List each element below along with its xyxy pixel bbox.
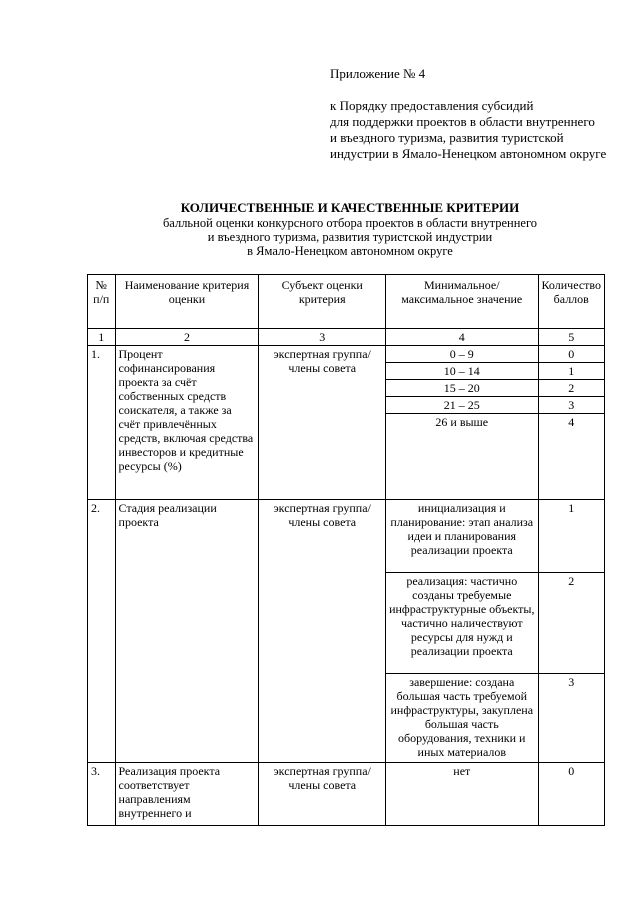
- index-cell: 1: [88, 329, 116, 346]
- table-row: [88, 346, 605, 500]
- score-item: 0: [539, 346, 605, 363]
- header-subject: Субъект оценки критерия: [259, 275, 386, 329]
- score-item: 2: [539, 380, 605, 397]
- table-index-row: [88, 329, 605, 346]
- header-criterion: Наименование критерия оценки: [115, 275, 259, 329]
- value-item: инициализация и планирование: этап анализа идеи и планирования реализации проекта: [386, 500, 537, 573]
- index-cell: 3: [259, 329, 386, 346]
- score-stack: [538, 346, 605, 500]
- header-number: № п/п: [88, 275, 116, 329]
- row-number: 3.: [88, 763, 116, 826]
- criterion-subject: экспертная группа/ члены совета: [259, 763, 386, 826]
- value-item: 21 – 25: [386, 397, 537, 414]
- criterion-name: Стадия реализации проекта: [115, 500, 259, 763]
- appendix-number: Приложение № 4: [330, 66, 426, 81]
- score-item: 4: [568, 415, 575, 429]
- table-row: [88, 763, 605, 826]
- table-header-row: [88, 275, 605, 329]
- header-min-max: Минимальное/ максимальное значение: [386, 275, 538, 329]
- value-item: завершение: создана большая часть требуемой инфраструктуры, закуплена большая часть оборудования, техники и иных материалов: [390, 675, 534, 759]
- value-item: 0 – 9: [386, 346, 537, 363]
- appendix-line: и въездного туризма, развития туристской: [330, 130, 564, 145]
- value-stack: [386, 500, 538, 763]
- score-item: 2: [539, 573, 605, 674]
- value-item: нет: [386, 763, 538, 826]
- criterion-name: Процент софинансирования проекта за счёт собственных средств соискателя, а также за счёт привлечённых средств, включая средства инвесторов и кредитные ресурсы (%): [115, 346, 259, 500]
- index-cell: 4: [386, 329, 538, 346]
- heading-line: в Ямало-Ненецком автономном округе: [247, 244, 453, 258]
- heading-line: балльной оценки конкурсного отбора проектов в области внутреннего: [162, 216, 538, 230]
- score-item: 1: [539, 500, 605, 573]
- header-score: Количество баллов: [538, 275, 605, 329]
- value-item: реализация: частично созданы требуемые инфраструктурные объекты, частично наличествуют ресурсы для нужд и реализации проекта: [386, 573, 537, 674]
- heading-line: и въездного туризма, развития туристской индустрии: [207, 230, 493, 244]
- criteria-table: [87, 274, 605, 826]
- score-item: 1: [539, 363, 605, 380]
- appendix-line: к Порядку предоставления субсидий: [330, 98, 534, 113]
- index-cell: 5: [538, 329, 605, 346]
- row-number: 2.: [88, 500, 116, 763]
- value-item: 10 – 14: [386, 363, 537, 380]
- heading-title: КОЛИЧЕСТВЕННЫЕ И КАЧЕСТВЕННЫЕ КРИТЕРИИ: [180, 200, 520, 215]
- document-heading: [100, 201, 600, 258]
- criterion-subject: экспертная группа/ члены совета: [259, 346, 386, 500]
- appendix-line: индустрии в Ямало-Ненецком автономном округе: [330, 146, 607, 161]
- criterion-subject: экспертная группа/ члены совета: [259, 500, 386, 763]
- value-stack: [386, 346, 538, 500]
- index-cell: 2: [115, 329, 259, 346]
- value-item: 15 – 20: [386, 380, 537, 397]
- row-number: 1.: [88, 346, 116, 500]
- criterion-name: Реализация проекта соответствует направлениям внутреннего и: [115, 763, 259, 826]
- score-item: 3: [539, 397, 605, 414]
- score-item: 3: [568, 675, 575, 689]
- score-item: 0: [538, 763, 605, 826]
- table-row: [88, 500, 605, 763]
- value-item: 26 и выше: [435, 415, 489, 429]
- appendix-line: для поддержки проектов в области внутреннего: [330, 114, 595, 129]
- appendix-block: [330, 66, 606, 162]
- score-stack: [538, 500, 605, 763]
